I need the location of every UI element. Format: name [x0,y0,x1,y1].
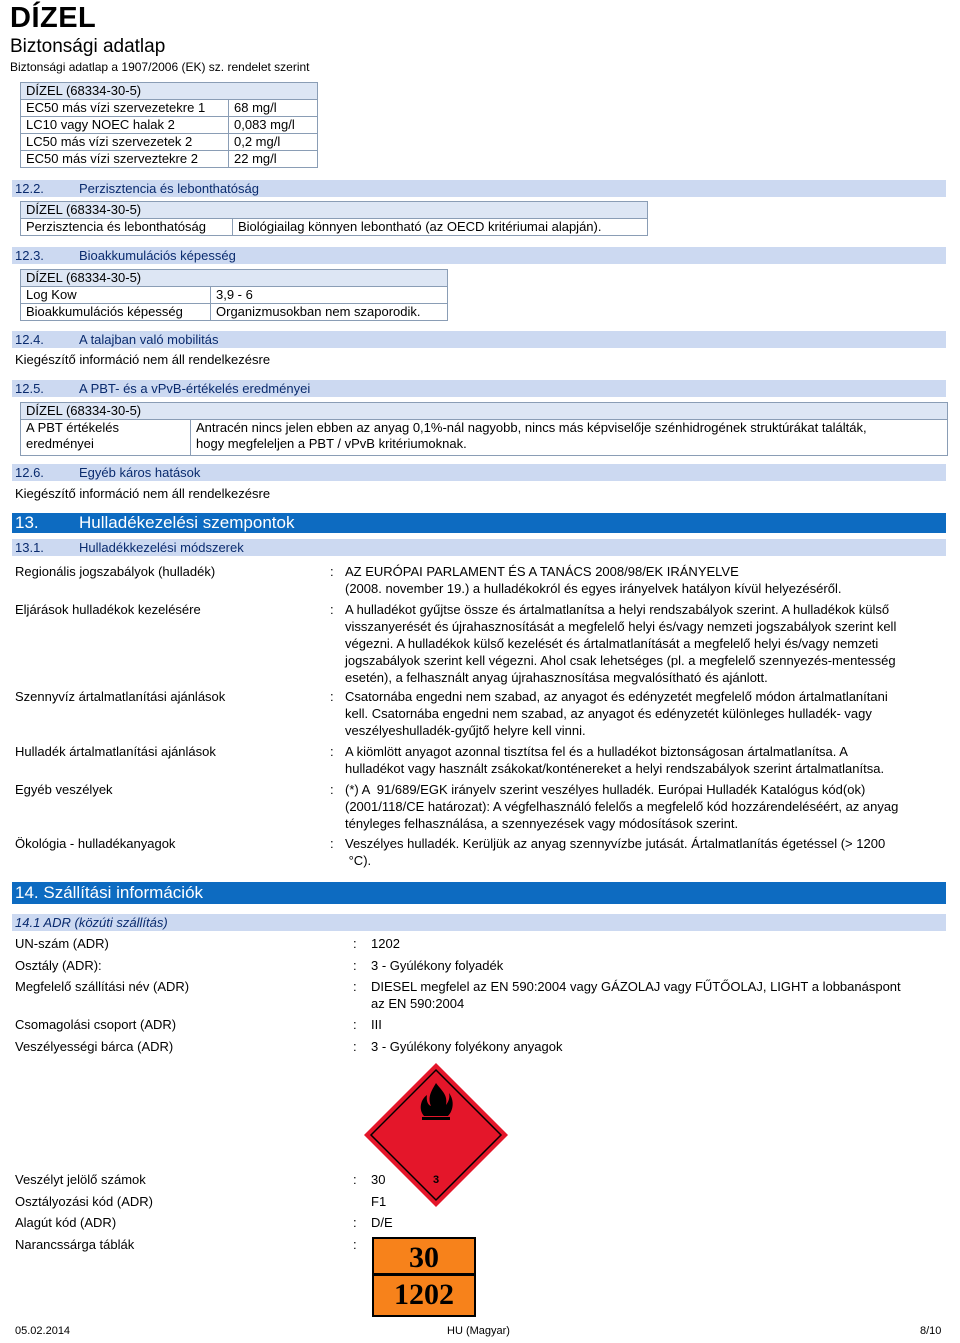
waste-item-value-line: A kiömlött anyagot azonnal tisztítsa fel és a hulladékot biztonságosan ártalmatlanítsa. A [345,744,848,759]
table-cell: EC50 más vízi szerveztekre 2 [21,151,229,168]
table-cell: 0,083 mg/l [229,117,318,134]
table-cell: EC50 más vízi szervezetekre 1 [21,100,229,117]
info-note: Kiegészítő információ nem áll rendelkezésre [15,352,271,367]
transport-label: Megfelelő szállítási név (ADR) [15,979,190,994]
transport-label: Veszélyességi bárca (ADR) [15,1039,174,1054]
regulation-line: Biztonsági adatlap a 1907/2006 (EK) sz. rendelet szerint [10,60,310,74]
footer-page: 8/10 [920,1325,942,1337]
table-cell: 3,9 - 6 [211,287,448,304]
transport-label: Csomagolási csoport (ADR) [15,1017,177,1032]
pbt-table [20,402,948,456]
section-heading-12-3 [12,247,946,264]
waste-item-value-line: (2008. november 19.) a hulladékokról és egyes irányelvek hatályon kívül helyezéséről. [345,581,842,596]
transport-value-line: 3 - Gyúlékony folyékony anyagok [371,1039,563,1054]
waste-item-value-line: °C). [345,853,372,868]
hazard-class-number: 3 [432,1174,440,1186]
colon-separator: : [353,958,357,973]
table-cell [191,420,948,456]
orange-plate-bottom: 1202 [394,1278,454,1311]
colon-separator: : [353,1172,357,1187]
waste-item-value-line: Csatornába engedni nem szabad, az anyagot és edényzetét megfelelő módon ártalmatlanítani [345,689,888,704]
table-heading: DÍZEL (68334-30-5) [21,202,648,219]
section-heading-12-4 [12,331,946,348]
table-cell: Biológiailag könnyen lebontható (az OECD kritériumai alapján). [233,219,648,236]
section-number: 13.1. [15,540,44,555]
cell-line: Antracén nincs jelen ebben az anyag 0,1%-nál nagyobb, nincs más képviselője szénhidrogének struktúrákat találták, [196,420,867,435]
colon-separator: : [353,1039,357,1054]
waste-item-value-line: kell. Csatornába engedni nem szabad, az anyagot és edényzetét különleges hulladék- vagy [345,706,872,721]
table-row [21,420,948,456]
waste-item-value-line: tényleges felhasználása, a szennyezések vagy módosítások szerint. [345,816,739,831]
colon-separator: : [353,936,357,951]
section-title: Perzisztencia és lebonthatóság [79,181,259,196]
table-cell: LC50 más vízi szervezetek 2 [21,134,229,151]
section-heading-14-1 [12,914,946,931]
document-subtitle: Biztonsági adatlap [10,36,166,57]
bioaccumulation-table [20,269,448,321]
colon-separator: : [330,689,334,704]
section-number: 13. [15,513,39,532]
section-title: A PBT- és a vPvB-értékelés eredményei [79,381,311,396]
cell-line: eredményei [26,436,94,451]
waste-item-label: Eljárások hulladékok kezelésére [15,602,201,617]
table-cell: Perzisztencia és lebonthatóság [21,219,233,236]
footer-date: 05.02.2014 [15,1325,71,1337]
transport-label: Alagút kód (ADR) [15,1215,117,1230]
table-heading: DÍZEL (68334-30-5) [21,270,448,287]
section-heading-13 [12,513,946,533]
section-title: Hulladékezelési szempontok [79,513,295,532]
table-row [21,219,648,236]
waste-item-value-line: veszélyeshulladék-gyűjtő helyre kell vinni. [345,723,586,738]
section-heading-12-5 [12,380,946,397]
table-cell: 22 mg/l [229,151,318,168]
transport-value-line: DIESEL megfelel az EN 590:2004 vagy GÁZOLAJ vagy FŰTŐOLAJ, LIGHT a lobbanáspont [371,979,901,994]
table-heading: DÍZEL (68334-30-5) [21,83,318,100]
transport-value: 30 [371,1172,386,1187]
section-number: 12.5. [15,381,44,396]
transport-value-line: 1202 [371,936,400,951]
section-title: 14. Szállítási információk [15,883,204,902]
waste-item-value-line: hulladékot vagy használt zsákokat/konténereket a helyi rendszabályok szerint ártalmatlanítsa. [345,761,885,776]
waste-item-value-line: Veszélyes hulladék. Kerüljük az anyag szennyvízbe jutását. Ártalmatlanítás égetéssel (> 1200 [345,836,886,851]
table-row [21,134,318,151]
colon-separator: : [353,1215,357,1230]
section-heading-14 [12,882,946,904]
waste-item-value-line: A hulladékot gyűjtse össze és ártalmatlanítsa a helyi rendszabályok szerint. A hulladékok külső [345,602,890,617]
colon-separator: : [353,1237,357,1252]
table-cell: Bioakkumulációs képesség [21,304,211,321]
section-title: 14.1 ADR (közúti szállítás) [15,915,168,930]
section-heading-12-6 [12,464,946,481]
waste-item-value-line: (2001/118/CE határozat): A végfelhasználó felelős a megfelelő kód hozzárendeléséért, az anyag [345,799,899,814]
section-title: A talajban való mobilitás [79,332,219,347]
waste-item-value-line: esetén), a felhasznált anyag újrahasznosítása megvalósítható és ajánlott. [345,670,768,685]
table-row [21,117,318,134]
table-cell: Log Kow [21,287,211,304]
table-cell: Organizmusokban nem szaporodik. [211,304,448,321]
transport-value-line: az EN 590:2004 [371,996,465,1011]
table-cell: 68 mg/l [229,100,318,117]
transport-label: Osztályozási kód (ADR) [15,1194,153,1209]
section-title: Egyéb káros hatások [79,465,201,480]
colon-separator: : [353,1017,357,1032]
colon-separator: : [353,979,357,994]
section-number: 12.6. [15,465,44,480]
table-row [21,151,318,168]
waste-item-label: Egyéb veszélyek [15,782,113,797]
cell-line: hogy megfeleljen a PBT / vPvB kritériumoknak. [196,436,467,451]
footer-language: HU (Magyar) [447,1325,510,1337]
transport-label: Osztály (ADR): [15,958,102,973]
colon-separator: : [330,782,334,797]
table-cell: LC10 vagy NOEC halak 2 [21,117,229,134]
table-row [21,304,448,321]
table-cell [21,420,191,456]
waste-item-label: Regionális jogszabályok (hulladék) [15,564,216,579]
table-row [21,100,318,117]
waste-item-label: Szennyvíz ártalmatlanítási ajánlások [15,689,226,704]
transport-value: F1 [371,1194,387,1209]
waste-item-value-line: AZ EURÓPAI PARLAMENT ÉS A TANÁCS 2008/98/EK IRÁNYELVE [345,564,739,579]
section-title: Bioakkumulációs képesség [79,248,236,263]
toxicity-table [20,82,318,168]
table-row [21,287,448,304]
waste-item-label: Ökológia - hulladékanyagok [15,836,176,851]
transport-value: D/E [371,1215,393,1230]
table-cell: 0,2 mg/l [229,134,318,151]
section-heading-13-1 [12,539,946,556]
orange-plate-top: 30 [374,1239,474,1276]
section-title: Hulladékkezelési módszerek [79,540,244,555]
waste-item-value-line: visszanyerését és újrahasznosítását a megfelelő helyi és/vagy nemzeti jogszabályok szerint kell [345,619,897,634]
transport-value-line: 3 - Gyúlékony folyadék [371,958,504,973]
cell-line: A PBT értékelés [26,420,119,435]
colon-separator: : [330,602,334,617]
transport-value-line: III [371,1017,382,1032]
section-number: 12.3. [15,248,44,263]
persistence-table [20,201,648,236]
transport-label: UN-szám (ADR) [15,936,109,951]
orange-plate [372,1237,476,1317]
waste-item-value-line: jogszabályok szerint kell végezni. Ahol csak lehetséges (pl. a megfelelő szennyezés-mentesség [345,653,896,668]
colon-separator: : [330,564,334,579]
transport-label: Veszélyt jelölő számok [15,1172,146,1187]
section-number: 12.2. [15,181,44,196]
info-note: Kiegészítő információ nem áll rendelkezésre [15,486,271,501]
waste-item-value-line: (*) A 91/689/EGK irányelv szerint veszélyes hulladék. Európai Hulladék Katalógus kód(ok) [345,782,866,797]
waste-item-label: Hulladék ártalmatlanítási ajánlások [15,744,216,759]
waste-item-value-line: végezni. A hulladékok külső kezelését és ártalmatlanítását a megfelelő helyi és/vagy nemzeti [345,636,879,651]
document-title: DÍZEL [10,2,97,34]
colon-separator: : [330,836,334,851]
section-number: 12.4. [15,332,44,347]
colon-separator: : [330,744,334,759]
section-heading-12-2 [12,180,946,197]
table-heading: DÍZEL (68334-30-5) [21,403,948,420]
transport-label: Narancssárga táblák [15,1237,135,1252]
